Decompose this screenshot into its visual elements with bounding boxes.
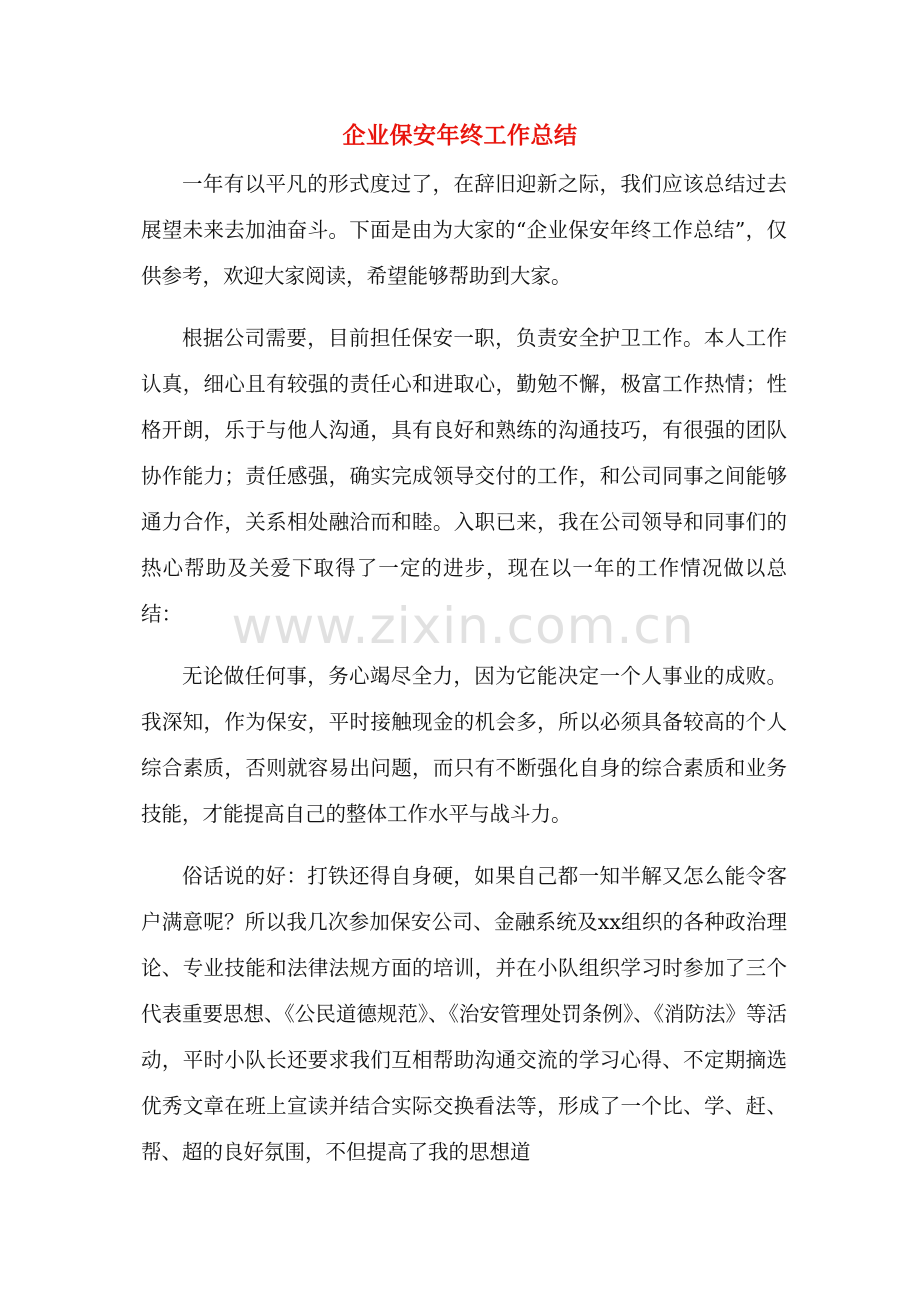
- paragraph-diligence: 无论做任何事，务心竭尽全力，因为它能决定一个人事业的成败。我深知，作为保安，平时接触现金的机会多，所以必须具备较高的个人综合素质，否则就容易出问题，而只有不断强化自身的综合素质和业务技能，才能提高自己的整体工作水平与战斗力。: [141, 664, 787, 826]
- watermark: www.zixin.com.cn: [231, 597, 695, 655]
- document-title: 企业保安年终工作总结: [342, 122, 578, 149]
- paragraph-training: 俗话说的好：打铁还得自身硬，如果自己都一知半解又怎么能令客户满意呢？所以我几次参加保安公司、金融系统及xx组织的各种政治理论、专业技能和法律法规方面的培训，并在小队组织学习时参加了三个代表重要思想、《公民道德规范》、《治安管理处罚条例》、《消防法》等活动，平时小队长还要求我们互相帮助沟通交流的学习心得、不定期摘选优秀文章在班上宣读并结合实际交换看法等，形成了一个比、学、赶、帮、超的良好氛围，不但提高了我的思想道: [141, 864, 787, 1164]
- paragraph-intro: 一年有以平凡的形式度过了，在辞旧迎新之际，我们应该总结过去展望未来去加油奋斗。下面是由为大家的“企业保安年终工作总结”，仅供参考，欢迎大家阅读，希望能够帮助到大家。: [141, 172, 787, 288]
- paragraph-self-assessment: 根据公司需要，目前担任保安一职，负责安全护卫工作。本人工作认真，细心且有较强的责任心和进取心，勤勉不懈，极富工作热情；性格开朗，乐于与他人沟通，具有良好和熟练的沟通技巧，有很强的团队协作能力；责任感强，确实完成领导交付的工作，和公司同事之间能够通力合作，关系相处融洽而和睦。入职已来，我在公司领导和同事们的热心帮助及关爱下取得了一定的进步，现在以一年的工作情况做以总结：: [141, 326, 787, 626]
- document-body: [141, 161, 787, 1191]
